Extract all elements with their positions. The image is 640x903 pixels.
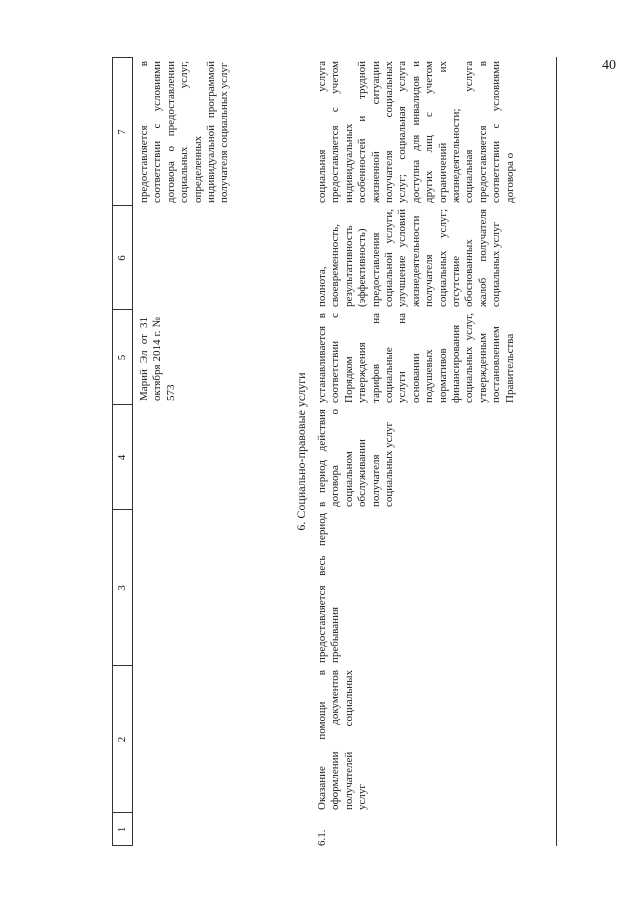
header-divider — [132, 57, 133, 846]
column-number-4: 4 — [116, 454, 128, 461]
service-tariff: устанавливается в соответствии с Порядком утверждения тарифов на социальные услуги на основании подушевых нормативов финансирования социальных услуг, утвержденным постановлением Правительства — [316, 313, 516, 403]
column-number-3: 3 — [116, 585, 128, 591]
continuation-col7: предоставляется в соответствии с условиями договора о предоставлении социальных услуг, определенных индивидуальной программой получателя социальных услуг — [138, 61, 231, 203]
column-number-5: 5 — [116, 354, 128, 361]
service-name: Оказание помощи в оформлении документов получателей социальных услуг — [316, 670, 369, 810]
column-number-2: 2 — [116, 736, 128, 743]
column-number-7: 7 — [116, 129, 128, 135]
column-number-1: 1 — [116, 826, 128, 833]
column-number-6: 6 — [116, 255, 128, 261]
row-number: 6.1. — [316, 829, 328, 846]
service-timing: в период действия договора о социальном обслуживании получателя социальных услуг — [316, 409, 396, 507]
service-conditions: социальная услуга предоставляется с учетом индивидуальных особенностей и трудной жизненной ситуации получателя социальных услуг; социальная услуга доступна для инвалидов и других лиц с учетом ограничений их жизнедеятельности; социальная услуга предоставляется в соответствии с условиями договора о — [316, 61, 516, 203]
page-number: 40 — [602, 58, 616, 73]
section-title: 6. Социально-правовые услуги — [294, 372, 308, 531]
quality-indicators: полнота, своевременность, результативность (эффективность) предоставления социальной услуги, улучшение условий жизнедеятельности получателя социальных услуг; отсутствие обоснованных жалоб получателя социальных услуг — [316, 209, 503, 307]
continuation-col5: Марий Эл от 31 октября 2014 г. № 573 — [138, 317, 177, 401]
table-border-bottom — [556, 57, 557, 846]
service-description: предоставляется весь период пребывания — [316, 513, 342, 663]
